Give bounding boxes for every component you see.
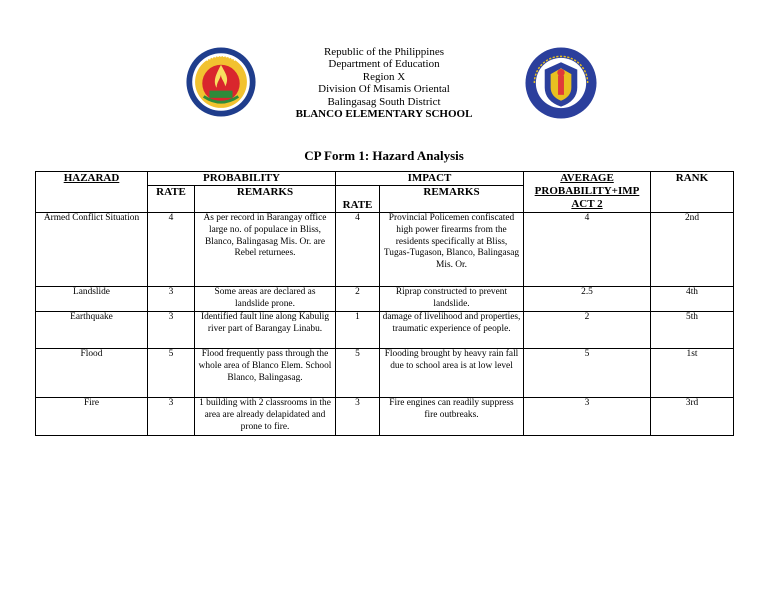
average-cell: 2: [524, 312, 651, 349]
table-row: [36, 287, 734, 312]
form-title: CP Form 1: Hazard Analysis: [304, 148, 464, 163]
header-hazard: HAZARAD: [36, 172, 148, 213]
rank-cell: 2nd: [651, 213, 734, 287]
letterhead-line-3: Region X: [362, 70, 406, 83]
rank-cell: 1st: [651, 349, 734, 398]
impact-remarks-cell: damage of livelihood and properties, traumatic experience of people.: [380, 312, 524, 349]
header-probability-rate: RATE: [148, 186, 195, 213]
impact-rate-cell: 2: [336, 287, 380, 312]
hazard-cell: Landslide: [36, 287, 148, 312]
impact-remarks-cell: Provincial Policemen confiscated high power firearms from the residents specifically at Bliss, Tugas-Tugason, Blanco, Balingasag Mis. Or.: [380, 213, 524, 287]
probability-rate-cell: 3: [148, 398, 195, 436]
letterhead-line-5: Balingasag South District: [327, 95, 441, 108]
probability-remarks-cell: Some areas are declared as landslide prone.: [195, 287, 336, 312]
hazard-cell: Flood: [36, 349, 148, 398]
header-impact-rate: RATE: [336, 186, 380, 213]
probability-rate-cell: 3: [148, 287, 195, 312]
header-average: AVERAGE PROBABILITY+IMP ACT 2: [524, 172, 651, 213]
probability-rate-cell: 4: [148, 213, 195, 287]
header-probability-remarks: REMARKS: [195, 186, 336, 213]
header-probability: PROBABILITY: [148, 172, 336, 186]
letterhead-line-2: Department of Education: [328, 58, 440, 71]
letterhead-line-4: Division Of Misamis Oriental: [318, 83, 450, 96]
impact-rate-cell: 4: [336, 213, 380, 287]
table-row: [36, 349, 734, 398]
probability-remarks-cell: 1 building with 2 classrooms in the area are already delapidated and prone to fire.: [195, 398, 336, 436]
average-cell: 3: [524, 398, 651, 436]
table-row: [36, 312, 734, 349]
header-impact-remarks: REMARKS: [380, 186, 524, 213]
school-name: BLANCO ELEMENTARY SCHOOL: [295, 108, 473, 121]
impact-remarks-cell: Fire engines can readily suppress fire outbreaks.: [380, 398, 524, 436]
impact-rate-cell: 3: [336, 398, 380, 436]
average-cell: 2.5: [524, 287, 651, 312]
probability-rate-cell: 3: [148, 312, 195, 349]
hazard-cell: Earthquake: [36, 312, 148, 349]
school-seal-icon: [185, 46, 257, 118]
table-row: [36, 398, 734, 436]
hazard-analysis-table: [35, 171, 734, 436]
table-row: [36, 213, 734, 287]
hazard-cell: Fire: [36, 398, 148, 436]
rank-cell: 3rd: [651, 398, 734, 436]
probability-rate-cell: 5: [148, 349, 195, 398]
header-rank: RANK: [651, 172, 734, 213]
probability-remarks-cell: Flood frequently pass through the whole area of Blanco Elem. School Blanco, Balingasag.: [195, 349, 336, 398]
impact-remarks-cell: Flooding brought by heavy rain fall due to school area is at low level: [380, 349, 524, 398]
letterhead: [250, 46, 518, 120]
average-cell: 5: [524, 349, 651, 398]
impact-rate-cell: 5: [336, 349, 380, 398]
deped-seal-icon: [524, 46, 598, 120]
header-impact: IMPACT: [336, 172, 524, 186]
hazard-cell: Armed Conflict Situation: [36, 213, 148, 287]
letterhead-line-1: Republic of the Philippines: [323, 46, 445, 58]
rank-cell: 4th: [651, 287, 734, 312]
impact-remarks-cell: Riprap constructed to prevent landslide.: [380, 287, 524, 312]
average-cell: 4: [524, 213, 651, 287]
rank-cell: 5th: [651, 312, 734, 349]
probability-remarks-cell: As per record in Barangay office large no. of populace in Bliss, Blanco, Balingasag Mis. Or. are Rebel returnees.: [195, 213, 336, 287]
probability-remarks-cell: Identified fault line along Kabulig river part of Barangay Linabu.: [195, 312, 336, 349]
impact-rate-cell: 1: [336, 312, 380, 349]
